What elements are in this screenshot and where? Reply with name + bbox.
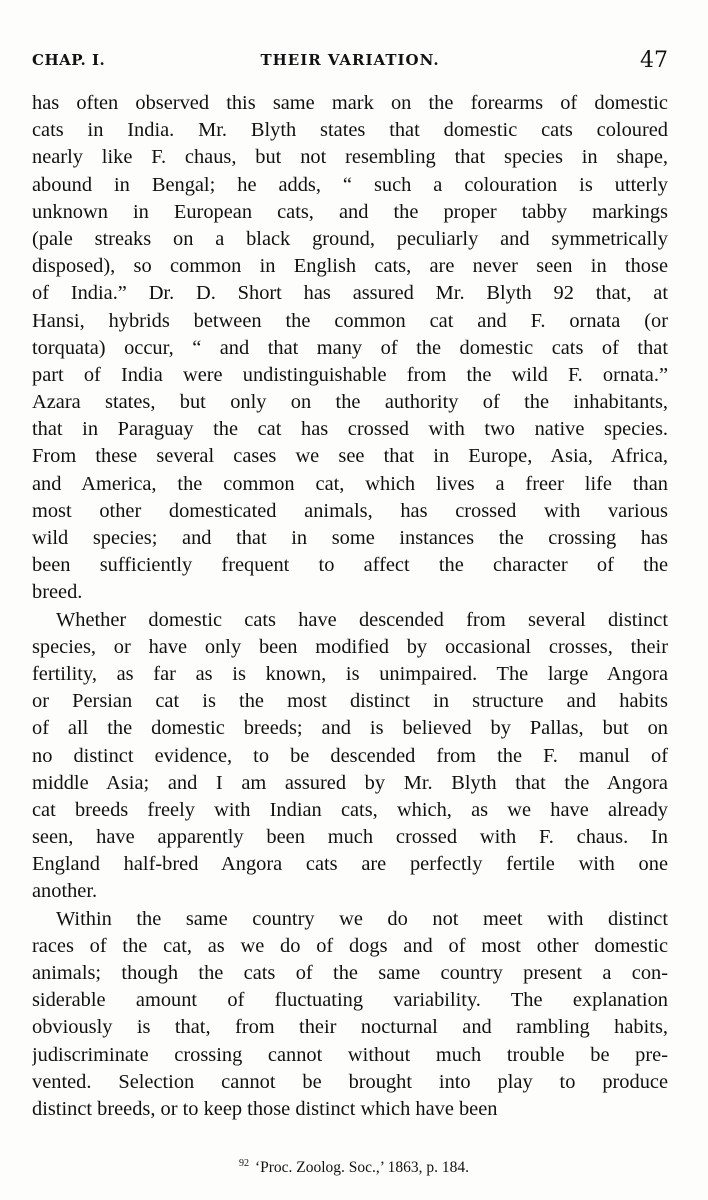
text-line: or Persian cat is the most distinct in structure and habits	[32, 690, 668, 713]
footnote	[0, 1158, 708, 1177]
footnote-marker: 92	[238, 1158, 249, 1169]
text-line: no distinct evidence, to be descended from the F. manul of	[32, 744, 668, 767]
paragraph	[32, 90, 668, 607]
text-line: been sufficiently frequent to affect the character of the	[32, 554, 668, 577]
paragraph	[32, 607, 668, 906]
text-line: breed.	[32, 581, 83, 604]
text-line: wild species; and that in some instances the crossing has	[32, 527, 668, 549]
text-line: fertility, as far as is known, is unimpaired. The large Angora	[32, 662, 668, 685]
text-line: nearly like F. chaus, but not resembling that species in shape,	[32, 146, 668, 169]
text-line: From these several cases we see that in Europe, Asia, Africa,	[32, 445, 668, 468]
text-line: most other domesticated animals, has crossed with various	[32, 499, 668, 522]
text-line: disposed), so common in English cats, are never seen in those	[32, 255, 668, 278]
text-line: another.	[32, 880, 98, 903]
text-line: seen, have apparently been much crossed with F. chaus. In	[32, 826, 668, 849]
page-number: 47	[640, 48, 668, 73]
text-line: siderable amount of fluctuating variability. The explanation	[32, 989, 668, 1012]
text-line: unknown in European cats, and the proper tabby markings	[32, 200, 668, 223]
text-line: cat breeds freely with Indian cats, which, as we have already	[32, 798, 668, 821]
text-line: Azara states, but only on the authority of the inhabitants,	[32, 391, 668, 414]
text-line: middle Asia; and I am assured by Mr. Blyth that the Angora	[32, 771, 668, 794]
text-line: Whether domestic cats have descended from several distinct	[56, 608, 668, 631]
text-line: vented. Selection cannot be brought into play to produce	[32, 1070, 668, 1093]
text-line: races of the cat, as we do of dogs and of most other domestic	[32, 934, 668, 957]
text-line: animals; though the cats of the same country present a con-	[32, 962, 668, 984]
chapter-label: CHAP. I.	[32, 51, 106, 69]
text-line: torquata) occur, “ and that many of the domestic cats of that	[32, 336, 668, 359]
text-line: cats in India. Mr. Blyth states that domestic cats coloured	[32, 119, 668, 142]
text-line: and America, the common cat, which lives a freer life than	[32, 472, 668, 495]
text-line: obviously is that, from their nocturnal and rambling habits,	[32, 1016, 668, 1039]
text-line: of all the domestic breeds; and is believed by Pallas, but on	[32, 717, 668, 740]
text-line: (pale streaks on a black ground, peculiarly and symmetrically	[32, 227, 668, 250]
text-line: has often observed this same mark on the forearms of domestic	[32, 92, 668, 114]
text-line: abound in Bengal; he adds, “ such a colouration is utterly	[32, 173, 668, 196]
paragraph	[32, 906, 668, 1124]
text-line: judiscriminate crossing cannot without much trouble be pre-	[32, 1043, 668, 1066]
text-line: Hansi, hybrids between the common cat and F. ornata (or	[32, 309, 668, 332]
text-line: England half-bred Angora cats are perfectly fertile with one	[32, 853, 668, 876]
running-header	[32, 48, 668, 74]
text-line: species, or have only been modified by occasional crosses, their	[32, 635, 668, 658]
text-line: distinct breeds, or to keep those distinct which have been	[32, 1097, 498, 1120]
text-line: Within the same country we do not meet with distinct	[56, 907, 668, 930]
running-title: THEIR VARIATION.	[260, 51, 440, 69]
text-line: of India.” Dr. D. Short has assured Mr. Blyth 92 that, at	[32, 282, 668, 305]
footnote-text: ‘Proc. Zoolog. Soc.,’ 1863, p. 184.	[254, 1159, 470, 1177]
body-text	[32, 90, 668, 1123]
text-line: part of India were undistinguishable from the wild F. ornata.”	[32, 363, 668, 386]
text-line: that in Paraguay the cat has crossed with two native species.	[32, 418, 668, 441]
